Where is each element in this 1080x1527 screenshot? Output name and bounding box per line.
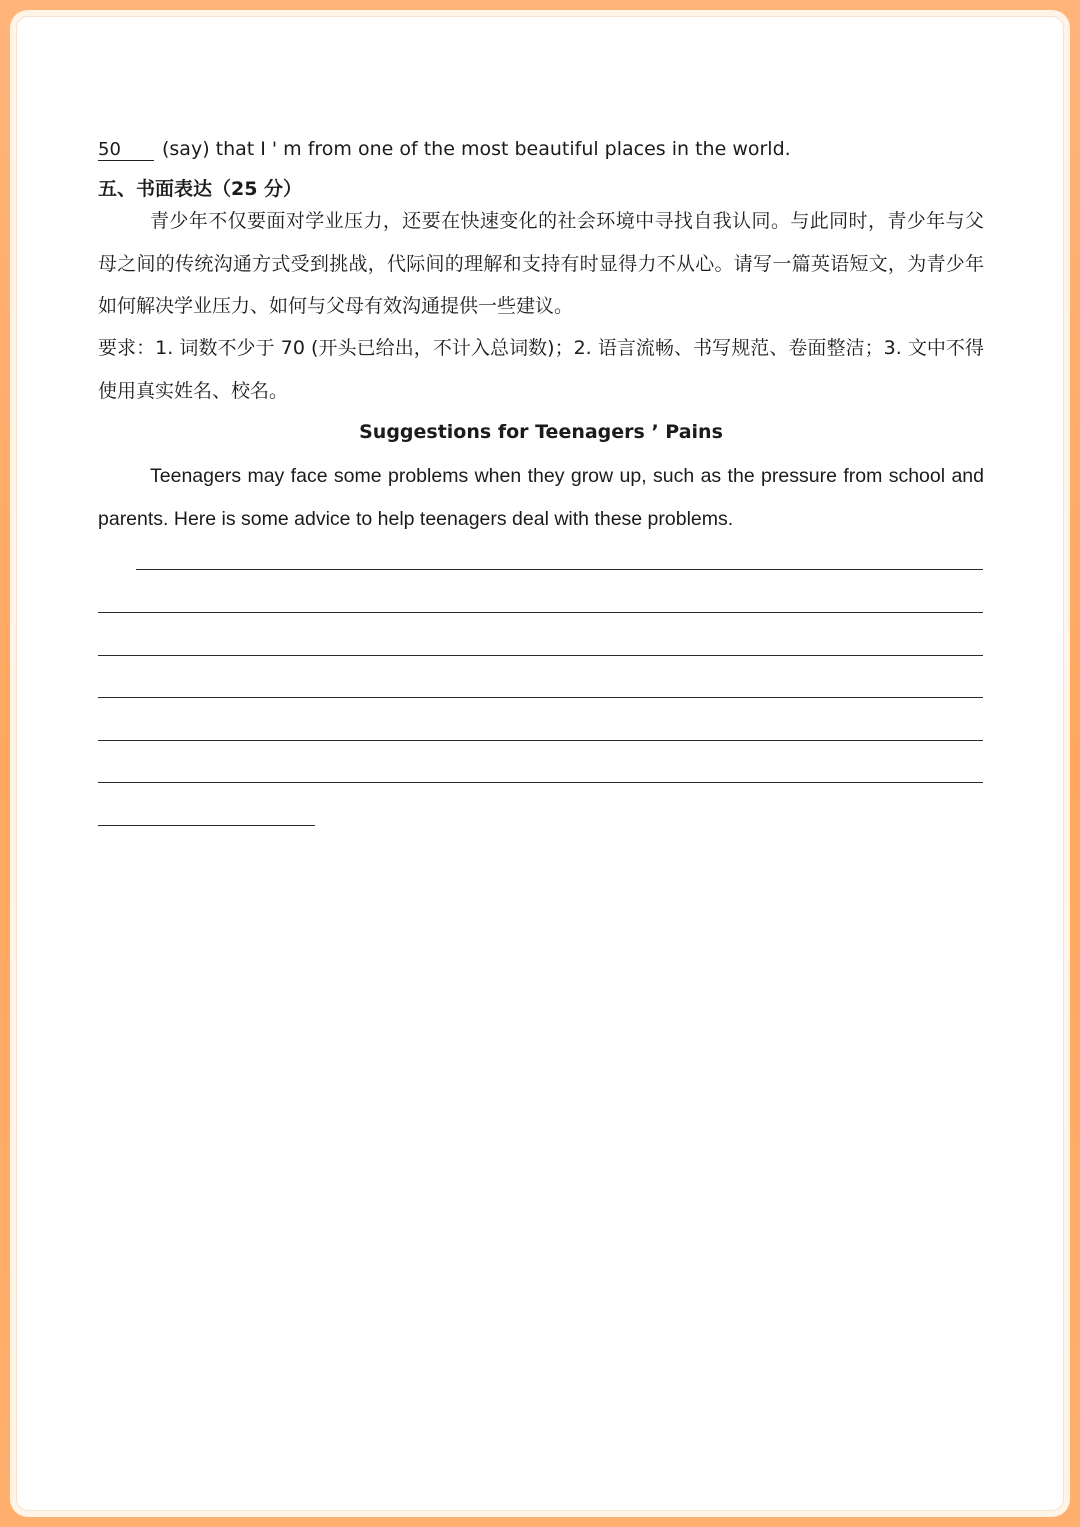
question-number-blank[interactable]: 50: [98, 140, 154, 161]
answer-line-1[interactable]: [136, 569, 983, 570]
question-text: (say) that I ' m from one of the most beautiful places in the world.: [162, 138, 791, 160]
section-title: 五、书面表达（25 分）: [98, 178, 303, 200]
answer-line-6[interactable]: [98, 782, 983, 783]
question-50: [98, 138, 791, 161]
writing-requirements: 要求：1. 词数不少于 70 (开头已给出，不计入总词数)；2. 语言流畅、书写规范、卷面整洁；3. 文中不得使用真实姓名、校名。: [98, 337, 984, 402]
answer-line-3[interactable]: [98, 655, 983, 656]
answer-line-4[interactable]: [98, 697, 983, 698]
answer-line-5[interactable]: [98, 740, 983, 741]
answer-line-7[interactable]: [98, 825, 315, 826]
essay-opening: Teenagers may face some problems when they grow up, such as the pressure from school and parents. Here is some advice to help teenagers deal with these problems.: [98, 465, 984, 530]
answer-line-2[interactable]: [98, 612, 983, 613]
writing-prompt: 青少年不仅要面对学业压力，还要在快速变化的社会环境中寻找自我认同。与此同时，青少年与父母之间的传统沟通方式受到挑战，代际间的理解和支持有时显得力不从心。请写一篇英语短文，为青少年如何解决学业压力、如何与父母有效沟通提供一些建议。: [98, 210, 984, 317]
essay-title: Suggestions for Teenagers ’ Pains: [359, 421, 723, 443]
